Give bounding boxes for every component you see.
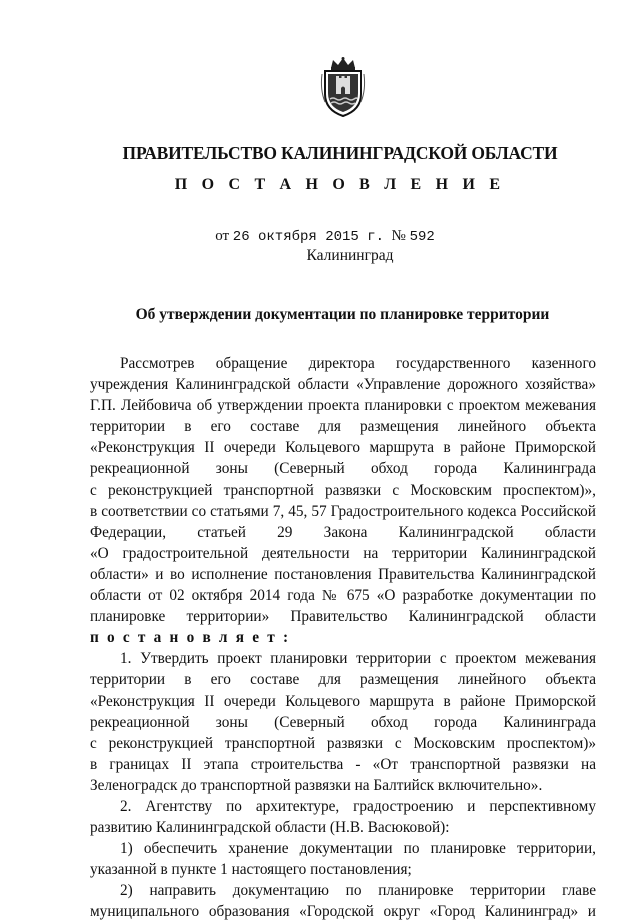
text-line: с реконструкцией транспортной развязки с Московским проспектом)» [90, 734, 596, 752]
document-subject: Об утверждении документации по планировке территории [135, 306, 550, 323]
text-line: в границах II этапа строительства - «От транспортной развязки на [90, 755, 596, 773]
document-number: 592 [409, 229, 435, 245]
resolves-word: п о с т а н о в л я е т : [90, 629, 291, 647]
intro-paragraph [90, 353, 596, 648]
text-line: 1) обеспечить хранение документации по планировке территории, [120, 840, 596, 858]
text-line: территории в его составе для размещения линейного объекта [90, 671, 596, 689]
text-line: «О градостроительной деятельности на территории Калининградской [90, 544, 596, 562]
text-line: учреждения Калининградской области «Управление дорожного хозяйства» [90, 376, 596, 394]
text-line: «Реконструкция II очереди Кольцевого маршрута в районе Приморской [90, 692, 596, 710]
resolves-line [90, 627, 596, 648]
issue-city: Калининград [306, 247, 394, 264]
text-line: с реконструкцией транспортной развязки с Московским проспектом)», [90, 481, 596, 499]
text-line: Г.П. Лейбовича об утверждении проекта планировки с проектом межевания [90, 397, 596, 415]
text-line: муниципального образования «Городской округ «Город Калининград» и [90, 903, 596, 921]
coat-of-arms-icon [319, 56, 367, 118]
text-line: 2. Агентству по архитектуре, градостроению и перспективному [120, 797, 596, 815]
document-body [90, 353, 596, 923]
text-line: указанной в пункте 1 настоящего постановления; [90, 861, 412, 879]
text-line: развитию Калининградской области (Н.В. Васюковой): [90, 819, 450, 837]
text-line: планировке территории» Правительство Калининградской области [90, 608, 596, 626]
text-line: Федерации, статьей 29 Закона Калининградской области [90, 523, 596, 541]
date-prefix: от [215, 228, 230, 244]
text-line: 2) направить документацию по планировке территории главе [120, 882, 596, 900]
text-line: области от 02 октября 2014 года № 675 «О разработке документации по [90, 587, 596, 605]
text-line: области» и во исполнение постановления Правительства Калининградской [90, 565, 596, 583]
item-2-1 [90, 838, 596, 880]
text-line: рекреационной зоны (Северный обход города Калининграда [90, 460, 596, 478]
document-date: 26 октября 2015 г. [232, 229, 385, 245]
text-line: Рассмотрев обращение директора государственного казенного [120, 355, 596, 372]
item-2-2 [90, 880, 596, 922]
text-line: 1. Утвердить проект планировки территории с проектом межевания [120, 650, 596, 668]
document-type: П О С Т А Н О В Л Е Н И Е [174, 176, 506, 193]
item-2 [90, 796, 596, 838]
text-line: в соответствии со статьями 7, 45, 57 Градостроительного кодекса Российской [90, 502, 596, 520]
text-line: «Реконструкция II очереди Кольцевого маршрута в районе Приморской [90, 439, 596, 457]
item-1 [90, 648, 596, 796]
number-sign: № [391, 228, 406, 244]
text-line: Зеленоградск до транспортной развязки на Балтийск включительно». [90, 776, 543, 794]
issuing-authority: ПРАВИТЕЛЬСТВО КАЛИНИНГРАДСКОЙ ОБЛАСТИ [122, 143, 558, 163]
text-line: рекреационной зоны (Северный обход города Калининграда [90, 713, 596, 731]
date-number-line [0, 228, 640, 245]
text-line: территории в его составе для размещения линейного объекта [90, 418, 596, 436]
